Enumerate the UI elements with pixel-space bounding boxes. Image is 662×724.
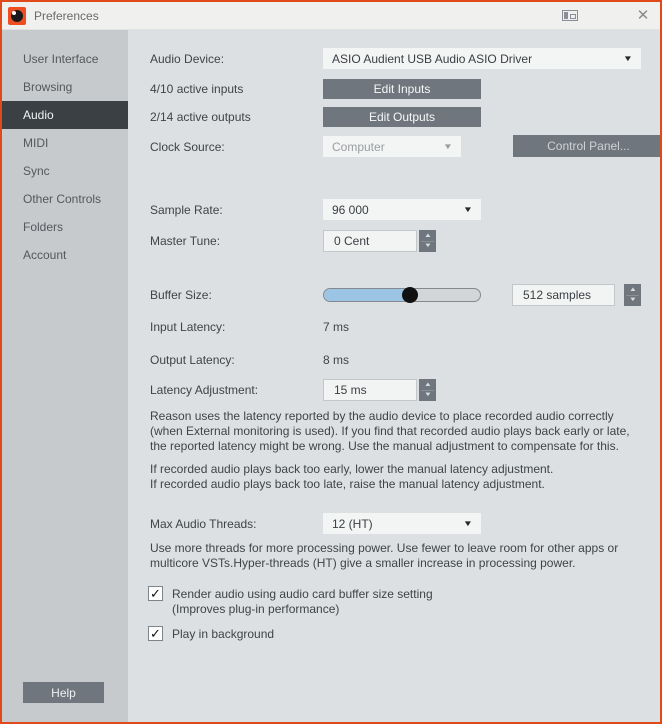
sample-rate-value: 96 000 <box>332 202 369 217</box>
spinner-down-icon[interactable]: ▼ <box>628 296 637 303</box>
input-latency-label: Input Latency: <box>150 320 226 334</box>
master-tune-row <box>150 230 436 252</box>
title-bar <box>2 2 660 30</box>
clock-source-label: Clock Source: <box>150 139 225 154</box>
audio-device-row <box>150 48 641 69</box>
early-late-note <box>150 462 648 492</box>
output-latency-value: 8 ms <box>323 353 350 367</box>
clock-source-value: Computer <box>332 139 385 154</box>
output-latency-row <box>150 353 349 367</box>
play-in-background-checkbox-row <box>148 626 274 642</box>
sample-rate-label: Sample Rate: <box>150 202 223 217</box>
latency-adjustment-field[interactable]: 15 ms <box>323 379 417 401</box>
spinner-down-icon[interactable]: ▼ <box>423 242 432 249</box>
help-button[interactable]: Help <box>23 682 104 703</box>
sample-rate-row <box>150 199 481 220</box>
active-outputs-row <box>150 107 481 127</box>
buffer-size-field[interactable]: 512 samples <box>512 284 615 306</box>
max-audio-threads-value: 12 (HT) <box>332 516 373 531</box>
app-logo-icon <box>8 7 26 25</box>
sidebar <box>2 30 128 722</box>
sidebar-item-folders[interactable]: Folders <box>23 220 64 234</box>
chevron-down-icon: ▼ <box>462 205 474 214</box>
play-in-background-checkbox[interactable]: ✓ <box>148 626 163 641</box>
spinner-up-icon[interactable]: ▲ <box>628 286 637 293</box>
active-outputs-label: 2/14 active outputs <box>150 110 251 124</box>
master-tune-label: Master Tune: <box>150 234 221 248</box>
audio-settings-panel <box>128 30 660 722</box>
threads-note: Use more threads for more processing power. Use fewer to leave room for other apps or multicore VSTs.Hyper-threads (HT) give a smaller increase in processing power. <box>150 541 619 570</box>
close-icon[interactable]: ✕ <box>636 7 650 24</box>
sidebar-item-browsing[interactable]: Browsing <box>23 80 73 94</box>
input-latency-row <box>150 320 349 334</box>
active-inputs-label: 4/10 active inputs <box>150 82 244 96</box>
latency-adjustment-stepper[interactable] <box>419 379 436 401</box>
sidebar-item-audio[interactable]: Audio <box>2 101 128 129</box>
spinner-down-icon[interactable]: ▼ <box>423 391 432 398</box>
output-latency-label: Output Latency: <box>150 353 235 367</box>
chevron-down-icon: ▼ <box>442 142 454 151</box>
clock-source-row <box>150 136 630 157</box>
render-audio-checkbox-sublabel: (Improves plug-in performance) <box>172 602 340 616</box>
latency-note: Reason uses the latency reported by the audio device to place recorded audio correctly (when External monitoring is used). If you find that recorded audio plays back early or late, the reported latency might be wrong. Use the manual adjustment to compensate for this. <box>150 409 630 453</box>
buffer-size-slider-knob[interactable] <box>402 287 418 303</box>
buffer-size-slider-fill <box>324 289 410 301</box>
buffer-size-label: Buffer Size: <box>150 288 212 302</box>
spinner-up-icon[interactable]: ▲ <box>423 232 432 239</box>
master-tune-field[interactable]: 0 Cent <box>323 230 417 252</box>
audio-device-value: ASIO Audient USB Audio ASIO Driver <box>332 51 533 66</box>
sidebar-item-account[interactable]: Account <box>23 248 67 262</box>
max-audio-threads-row <box>150 513 481 534</box>
sidebar-item-other-controls[interactable]: Other Controls <box>23 192 102 206</box>
sample-rate-dropdown[interactable] <box>323 199 481 220</box>
max-audio-threads-label: Max Audio Threads: <box>150 516 257 531</box>
chevron-down-icon: ▼ <box>622 54 634 63</box>
play-in-background-checkbox-label: Play in background <box>172 627 275 641</box>
late-note-line: If recorded audio plays back too late, raise the manual latency adjustment. <box>150 477 545 491</box>
latency-adjustment-label: Latency Adjustment: <box>150 383 259 397</box>
render-audio-checkbox-row <box>148 586 433 617</box>
max-audio-threads-dropdown[interactable] <box>323 513 481 534</box>
dock-window-icon[interactable] <box>562 10 578 21</box>
spinner-up-icon[interactable]: ▲ <box>423 381 432 388</box>
chevron-down-icon: ▼ <box>462 519 474 528</box>
edit-inputs-button[interactable]: Edit Inputs <box>323 79 481 99</box>
buffer-size-stepper[interactable] <box>624 284 641 306</box>
audio-device-dropdown[interactable] <box>323 48 641 69</box>
clock-source-dropdown[interactable] <box>323 136 461 157</box>
master-tune-stepper[interactable] <box>419 230 436 252</box>
control-panel-button[interactable]: Control Panel... <box>513 135 662 157</box>
latency-adjustment-row <box>150 379 436 401</box>
sidebar-item-midi[interactable]: MIDI <box>23 136 49 150</box>
sidebar-item-user-interface[interactable]: User Interface <box>23 52 99 66</box>
window-title: Preferences <box>34 8 99 23</box>
audio-device-label: Audio Device: <box>150 51 225 66</box>
buffer-size-row <box>150 286 637 303</box>
sidebar-item-sync[interactable]: Sync <box>23 164 50 178</box>
edit-outputs-button[interactable]: Edit Outputs <box>323 107 481 127</box>
early-note-line: If recorded audio plays back too early, lower the manual latency adjustment. <box>150 462 554 476</box>
render-audio-checkbox-label: Render audio using audio card buffer size setting <box>172 587 433 601</box>
render-audio-checkbox[interactable]: ✓ <box>148 586 163 601</box>
active-inputs-row <box>150 79 481 99</box>
input-latency-value: 7 ms <box>323 320 350 334</box>
window-body <box>2 30 660 722</box>
buffer-size-slider[interactable] <box>323 288 481 302</box>
